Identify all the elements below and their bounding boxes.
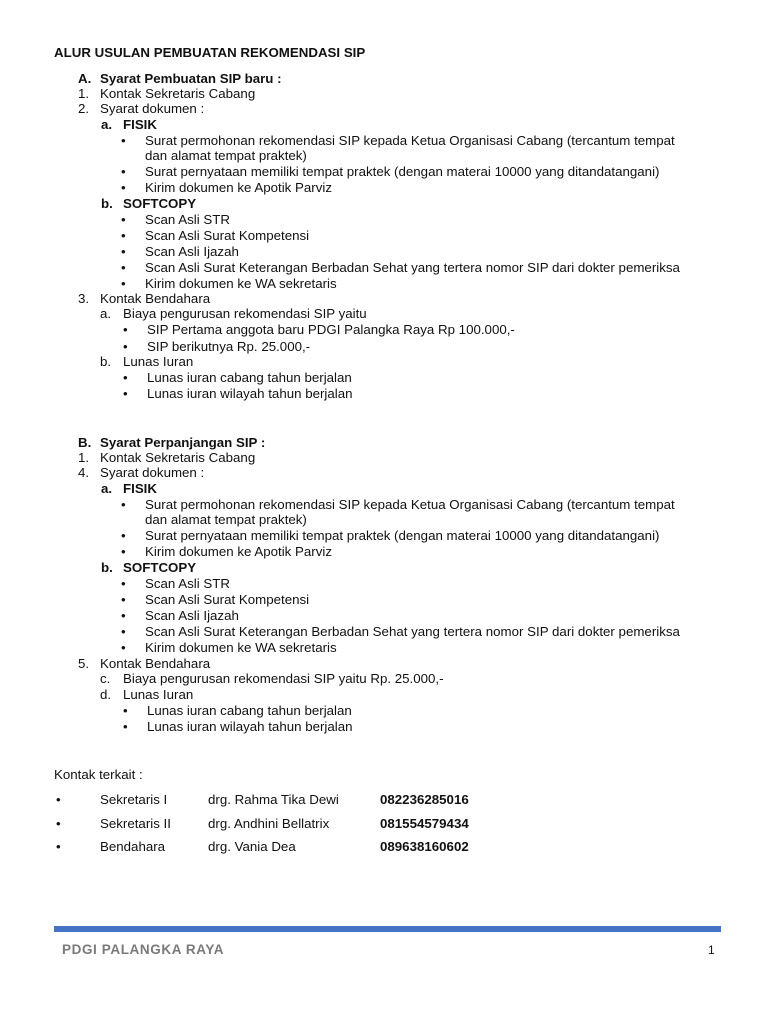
sub-marker: a. (101, 481, 113, 496)
page-number: 1 (708, 943, 715, 957)
sub-marker: d. (100, 687, 112, 702)
footer-organization: PDGI PALANGKA RAYA (62, 942, 225, 957)
bullet-item: • Lunas iuran wilayah tahun berjalan (147, 719, 353, 735)
sub-marker: a. (101, 117, 113, 132)
sub-marker: c. (100, 671, 111, 686)
list-number: 1. (78, 86, 90, 101)
bullet-item: • Surat permohonan rekomendasi SIP kepada Ketua Organisasi Cabang (tercantum tempat (145, 133, 675, 149)
sub-marker: b. (100, 354, 112, 369)
bullet-item: • Surat permohonan rekomendasi SIP kepada Ketua Organisasi Cabang (tercantum tempat (145, 497, 675, 513)
section-a-marker: A. (78, 71, 92, 86)
bullet-item: • Scan Asli Surat Kompetensi (145, 228, 309, 244)
bullet-item: • Scan Asli STR (145, 576, 230, 592)
bullet: • (56, 816, 61, 831)
bullet-item: • Lunas iuran cabang tahun berjalan (147, 370, 352, 386)
bullet-item: • Kirim dokumen ke WA sekretaris (145, 640, 337, 656)
section-b-marker: B. (78, 435, 92, 450)
bullet-item: • Scan Asli Ijazah (145, 608, 239, 624)
bullet-item: • Lunas iuran cabang tahun berjalan (147, 703, 352, 719)
sub-item: Lunas Iuran (123, 354, 194, 369)
fisik-label: FISIK (123, 481, 157, 496)
bullet: • (56, 792, 61, 807)
bullet-item: • SIP Pertama anggota baru PDGI Palangka Raya Rp 100.000,- (147, 322, 515, 338)
list-number: 4. (78, 465, 90, 480)
bullet: • (56, 839, 61, 854)
contact-phone: 081554579434 (380, 816, 469, 831)
contact-name: drg. Andhini Bellatrix (208, 816, 330, 831)
sub-marker: a. (100, 306, 112, 321)
list-item: Kontak Bendahara (100, 656, 211, 671)
section-b-heading: Syarat Perpanjangan SIP : (100, 435, 266, 450)
bullet-item: • Scan Asli Surat Keterangan Berbadan Sehat yang tertera nomor SIP dari dokter pemeriksa (145, 624, 680, 640)
contact-phone: 082236285016 (380, 792, 469, 807)
bullet-item-continued: dan alamat tempat praktek) (145, 512, 307, 527)
contact-role: Bendahara (100, 839, 166, 854)
list-item: Syarat dokumen : (100, 101, 205, 116)
bullet-item: • SIP berikutnya Rp. 25.000,- (147, 339, 310, 355)
list-number: 2. (78, 101, 90, 116)
sub-item: Biaya pengurusan rekomendasi SIP yaitu (123, 306, 367, 321)
softcopy-label: SOFTCOPY (123, 560, 197, 575)
list-item: Kontak Sekretaris Cabang (100, 86, 256, 101)
list-number: 1. (78, 450, 90, 465)
sub-marker: b. (101, 560, 113, 575)
sub-item: Biaya pengurusan rekomendasi SIP yaitu Rp. 25.000,- (123, 671, 444, 686)
list-number: 5. (78, 656, 90, 671)
contact-role: Sekretaris II (100, 816, 171, 831)
softcopy-label: SOFTCOPY (123, 196, 197, 211)
bullet-item: • Lunas iuran wilayah tahun berjalan (147, 386, 353, 402)
sub-marker: b. (101, 196, 113, 211)
bullet-item-continued: dan alamat tempat praktek) (145, 148, 307, 163)
bullet-item: • Scan Asli Surat Keterangan Berbadan Sehat yang tertera nomor SIP dari dokter pemeriksa (145, 260, 680, 276)
bullet-item: • Kirim dokumen ke WA sekretaris (145, 276, 337, 292)
sub-item: Lunas Iuran (123, 687, 194, 702)
bullet-item: • Kirim dokumen ke Apotik Parviz (145, 544, 332, 560)
bullet-item: • Kirim dokumen ke Apotik Parviz (145, 180, 332, 196)
bullet-item: • Scan Asli Surat Kompetensi (145, 592, 309, 608)
page-title: ALUR USULAN PEMBUATAN REKOMENDASI SIP (54, 45, 366, 60)
contact-role: Sekretaris I (100, 792, 168, 807)
list-item: Syarat dokumen : (100, 465, 205, 480)
contact-name: drg. Rahma Tika Dewi (208, 792, 339, 807)
list-item: Kontak Sekretaris Cabang (100, 450, 256, 465)
bullet-item: • Scan Asli Ijazah (145, 244, 239, 260)
footer-rule (54, 926, 721, 932)
bullet-item: • Scan Asli STR (145, 212, 230, 228)
contact-name: drg. Vania Dea (208, 839, 296, 854)
bullet-item: • Surat pernyataan memiliki tempat praktek (dengan materai 10000 yang ditandatangani) (145, 528, 659, 544)
list-item: Kontak Bendahara (100, 291, 211, 306)
section-a-heading: Syarat Pembuatan SIP baru : (100, 71, 282, 86)
bullet-item: • Surat pernyataan memiliki tempat praktek (dengan materai 10000 yang ditandatangani) (145, 164, 659, 180)
contact-phone: 089638160602 (380, 839, 469, 854)
contacts-heading: Kontak terkait : (54, 767, 143, 782)
fisik-label: FISIK (123, 117, 157, 132)
list-number: 3. (78, 291, 90, 306)
